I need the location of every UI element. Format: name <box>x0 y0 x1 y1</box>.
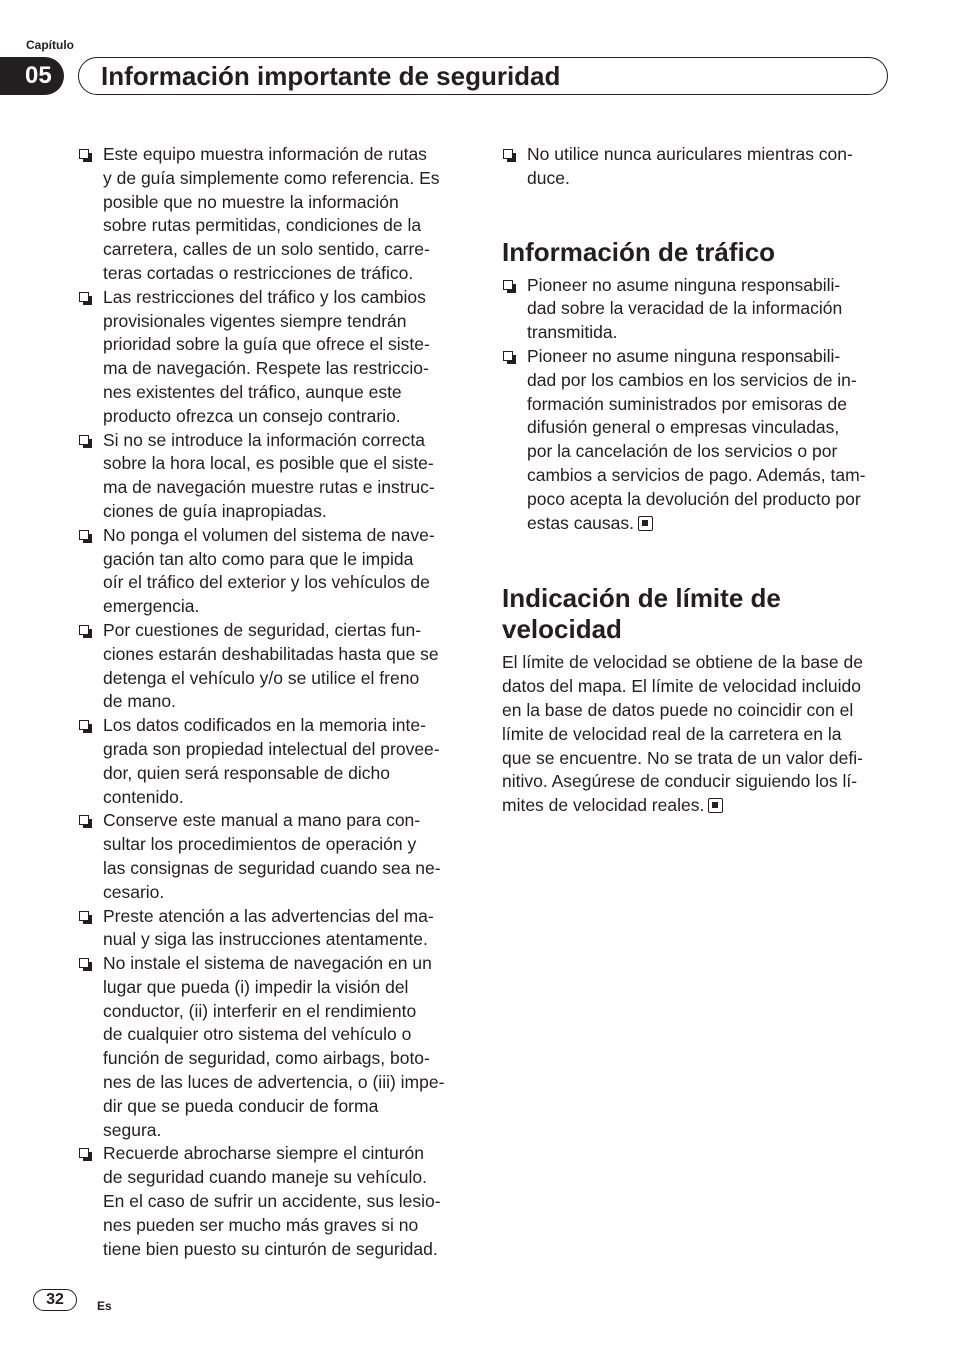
text-line: las consignas de seguridad cuando sea ne- <box>103 857 441 878</box>
text-line: prioridad sobre la guía que ofrece el siste- <box>103 334 430 355</box>
text-line: de mano. <box>103 691 176 712</box>
top-bullet-list <box>502 143 894 191</box>
text-line: Recuerde abrocharse siempre el cinturón <box>103 1143 424 1164</box>
checkbox-bullet-icon <box>503 149 513 159</box>
text-line: lugar que pueda (i) impedir la visión del <box>103 976 409 997</box>
text-line: mites de velocidad reales. <box>502 794 894 818</box>
text-line: en la base de datos puede no coincidir con el <box>502 699 854 720</box>
text-line: dir que se pueda conducir de forma <box>103 1095 379 1116</box>
left-column <box>78 143 468 1261</box>
text-line: poco acepta la devolución del producto por <box>527 488 861 509</box>
text-line: nitivo. Asegúrese de conducir siguiendo los lí- <box>502 771 858 792</box>
text-line: provisionales vigentes siempre tendrán <box>103 310 407 331</box>
text-line: Pioneer no asume ninguna responsabili- <box>527 345 841 366</box>
bullet-item <box>78 952 468 1142</box>
bullet-item <box>78 714 468 809</box>
speed-heading-line: Indicación de límite de <box>502 583 781 614</box>
text-line: cesario. <box>103 881 165 902</box>
text-line: tiene bien puesto su cinturón de seguridad. <box>103 1238 438 1259</box>
bullet-item <box>502 345 894 535</box>
speed-paragraph <box>502 651 894 818</box>
chapter-number-badge: 05 <box>0 57 64 95</box>
text-line: Las restricciones del tráfico y los cambios <box>103 286 426 307</box>
bullet-item <box>78 429 468 524</box>
text-line: ciones de guía inapropiadas. <box>103 500 327 521</box>
checkbox-bullet-icon <box>79 625 89 635</box>
text-line: posible que no muestre la información <box>103 191 399 212</box>
text-line: ciones estarán deshabilitadas hasta que se <box>103 643 439 664</box>
checkbox-bullet-icon <box>79 958 89 968</box>
chapter-title-box <box>78 57 888 95</box>
checkbox-bullet-icon <box>79 292 89 302</box>
checkbox-bullet-icon <box>79 149 89 159</box>
text-line: nual y siga las instrucciones atentamente. <box>103 929 428 950</box>
text-line: teras cortadas o restricciones de tráfico. <box>103 262 414 283</box>
bullet-item <box>502 143 894 191</box>
text-line: No utilice nunca auriculares mientras con- <box>527 144 853 164</box>
text-line: por la cancelación de los servicios o por <box>527 441 838 462</box>
checkbox-bullet-icon <box>79 815 89 825</box>
page-number: 32 <box>33 1289 77 1311</box>
bullet-item <box>78 619 468 714</box>
text-line: El límite de velocidad se obtiene de la base de <box>502 652 863 673</box>
checkbox-bullet-icon <box>503 280 513 290</box>
chapter-label: Capítulo <box>26 38 74 52</box>
text-line: ma de navegación muestre rutas e instruc- <box>103 477 435 498</box>
text-line: conductor, (ii) interferir en el rendimiento <box>103 1000 417 1021</box>
text-line: segura. <box>103 1119 162 1140</box>
text-line: dor, quien será responsable de dicho <box>103 762 391 783</box>
checkbox-bullet-icon <box>79 530 89 540</box>
text-line: sobre rutas permitidas, condiciones de la <box>103 215 422 236</box>
bullet-item <box>78 524 468 619</box>
text-line: función de seguridad, como airbags, boto- <box>103 1048 430 1069</box>
text-line: Preste atención a las advertencias del ma- <box>103 905 434 926</box>
text-line: Si no se introduce la información correcta <box>103 429 425 450</box>
text-line: sobre la hora local, es posible que el siste- <box>103 453 434 474</box>
checkbox-bullet-icon <box>79 1148 89 1158</box>
language-code: Es <box>97 1299 112 1313</box>
chapter-title: Información importante de seguridad <box>101 61 561 91</box>
checkbox-bullet-icon <box>503 351 513 361</box>
text-line: dad por los cambios en los servicios de in- <box>527 369 857 390</box>
text-line: En el caso de sufrir un accidente, sus lesio- <box>103 1191 441 1212</box>
checkbox-bullet-icon <box>79 911 89 921</box>
text-line: gación tan alto como para que le impida <box>103 548 414 569</box>
bullet-item <box>78 143 468 286</box>
text-line: duce. <box>527 167 570 188</box>
text-line: producto ofrezca un consejo contrario. <box>103 405 401 426</box>
text-line: y de guía simplemente como referencia. Es <box>103 167 440 188</box>
traffic-section-heading: Información de tráfico <box>502 236 776 267</box>
text-line: nes existentes del tráfico, aunque este <box>103 381 402 402</box>
text-line: sultar los procedimientos de operación y <box>103 834 417 855</box>
text-line: Este equipo muestra información de rutas <box>103 144 427 164</box>
text-line: nes pueden ser mucho más graves si no <box>103 1214 419 1235</box>
text-line: Pioneer no asume ninguna responsabili- <box>527 274 841 295</box>
text-line: difusión general o empresas vinculadas, <box>527 417 840 438</box>
end-of-section-icon <box>638 516 653 531</box>
bullet-item <box>78 286 468 429</box>
text-line: dad sobre la veracidad de la información <box>527 298 843 319</box>
text-line: oír el tráfico del exterior y los vehículos de <box>103 572 430 593</box>
speed-section-heading <box>502 583 894 645</box>
text-line: formación suministrados por emisoras de <box>527 393 847 414</box>
text-line: transmitida. <box>527 322 618 343</box>
text-line: emergencia. <box>103 596 200 617</box>
text-line: Por cuestiones de seguridad, ciertas fun- <box>103 619 422 640</box>
text-line: contenido. <box>103 786 184 807</box>
text-line: detenga el vehículo y/o se utilice el freno <box>103 667 420 688</box>
text-line: de cualquier otro sistema del vehículo o <box>103 1024 412 1045</box>
text-line: límite de velocidad real de la carretera en la <box>502 723 842 744</box>
text-line: estas causas. <box>527 512 894 536</box>
bullet-item <box>78 905 468 953</box>
end-of-section-icon <box>708 798 723 813</box>
text-line: grada son propiedad intelectual del provee- <box>103 738 440 759</box>
text-line: Conserve este manual a mano para con- <box>103 810 421 831</box>
checkbox-bullet-icon <box>79 435 89 445</box>
text-line: de seguridad cuando maneje su vehículo. <box>103 1167 427 1188</box>
bullet-item <box>502 274 894 345</box>
speed-heading-line: velocidad <box>502 614 622 645</box>
checkbox-bullet-icon <box>79 720 89 730</box>
text-line: nes de las luces de advertencia, o (iii) impe- <box>103 1072 445 1093</box>
text-line: datos del mapa. El límite de velocidad incluido <box>502 676 861 697</box>
bullet-item <box>78 809 468 904</box>
text-line: No ponga el volumen del sistema de nave- <box>103 524 435 545</box>
traffic-bullet-list <box>502 274 894 536</box>
text-line: cambios a servicios de pago. Además, tam- <box>527 464 866 485</box>
text-line: No instale el sistema de navegación en un <box>103 953 432 974</box>
text-line: carretera, calles de un solo sentido, carre- <box>103 239 430 260</box>
bullet-item <box>78 1142 468 1261</box>
text-line: ma de navegación. Respete las restriccio- <box>103 358 429 379</box>
text-line: que se encuentre. No se trata de un valor defi- <box>502 747 863 768</box>
right-column <box>502 143 894 818</box>
text-line: Los datos codificados en la memoria inte- <box>103 715 426 736</box>
